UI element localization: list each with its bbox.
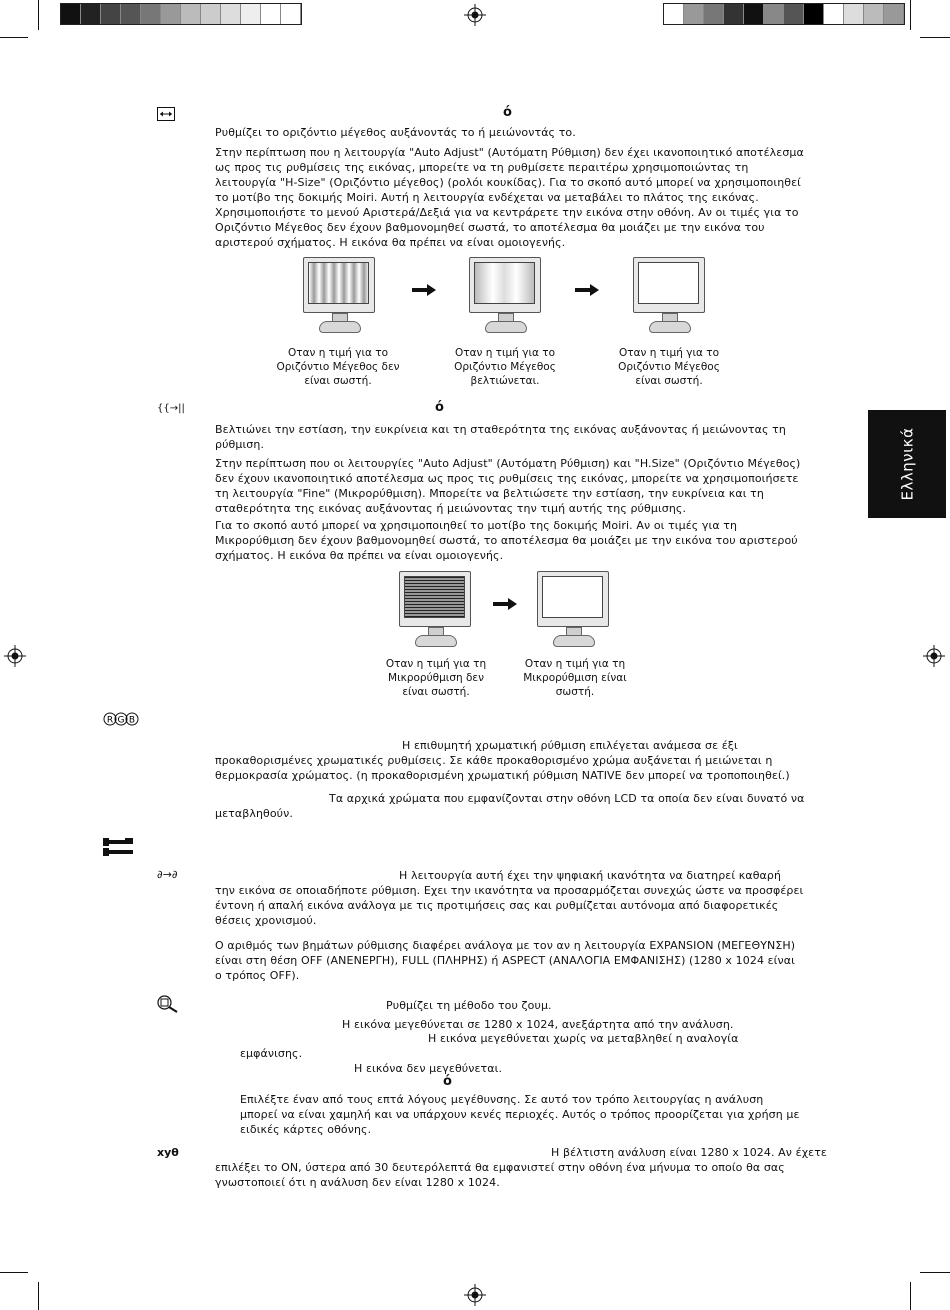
tools-icon xyxy=(103,838,135,858)
arrow-right-icon xyxy=(493,598,517,610)
caption-line: Οταν η τιμή για το xyxy=(618,347,720,359)
crop-mark xyxy=(910,1282,911,1310)
text-line: μπορεί να είναι χαμηλή και να υπάρχουν κενές περιοχές. Αυτός ο τρόπος προορίζεται για χρήση με xyxy=(240,1108,800,1121)
monitor-illustration xyxy=(399,571,471,651)
registration-bar-right xyxy=(663,3,905,25)
language-tab-label: Ελληνικά xyxy=(897,427,916,501)
fine-icon: {{→|| xyxy=(157,403,185,414)
color-description xyxy=(215,753,845,783)
svg-text:B: B xyxy=(128,715,136,726)
figure-caption xyxy=(505,657,645,699)
expansion-intro: Ρυθμίζει τη μέθοδο του ζουμ. xyxy=(386,999,552,1012)
resolution-lead: Η βέλτιστη ανάλυση είναι 1280 x 1024. Αν έχετε xyxy=(551,1146,827,1159)
crop-mark xyxy=(38,0,39,30)
expansion-aspect-cont: εμφάνισης. xyxy=(240,1047,303,1060)
caption-line: Οταν η τιμή για τη xyxy=(385,658,487,670)
registration-crosshair-left xyxy=(4,645,26,667)
caption-line: Μικρορύθμιση δεν xyxy=(388,672,484,684)
expansion-aspect: Η εικόνα μεγεθύνεται χωρίς να μεταβληθεί η αναλογία xyxy=(428,1032,739,1045)
caption-line: είναι σωστή. xyxy=(304,375,372,387)
rgb-icon xyxy=(103,712,139,726)
h-size-icon xyxy=(157,107,175,121)
fine-details xyxy=(215,456,845,516)
text-line: σταθερότητα της εικόνας αυξάνοντας ή μειώνοντας την τιμή αυτής της ρύθμισης. xyxy=(215,502,687,515)
hsize-details xyxy=(215,145,845,250)
caption-line: Οταν η τιμή για τη xyxy=(524,658,626,670)
caption-line: Οριζόντιο Μέγεθος xyxy=(454,361,556,373)
sharpness-description-lead: Η λειτουργία αυτή έχει την ψηφιακή ικανότητα να διατηρεί καθαρή xyxy=(399,869,782,882)
native-description-lead: Τα αρχικά χρώματα που εμφανίζονται στην οθόνη LCD τα οποία δεν είναι δυνατό να xyxy=(329,792,805,805)
monitor-illustration xyxy=(303,257,375,337)
crop-mark xyxy=(920,37,950,38)
expansion-custom xyxy=(240,1092,845,1137)
expansion-full: Η εικόνα μεγεθύνεται σε 1280 x 1024, ανεξάρτητα από την ανάλυση. xyxy=(342,1018,734,1031)
text-line: Μικρορύθμιση δεν έχουν βαθμονομηθεί σωστά, το αποτέλεσμα θα μοιάζει με την εικόνα του αριστερού xyxy=(215,534,798,547)
registration-crosshair-top xyxy=(464,4,486,26)
text-line: Βελτιώνει την εστίαση, την ευκρίνεια και τη σταθερότητα της εικόνας αυξάνοντας ή μειώνοντας τη xyxy=(215,423,786,436)
resolution-notifier-icon: xyθ xyxy=(157,1146,179,1159)
caption-line: Οριζόντιο Μέγεθος xyxy=(618,361,720,373)
section-title-mark: ό xyxy=(443,1074,452,1089)
text-line: ως προς τις ρυθμίσεις της εικόνας, μπορείτε να τη ρυθμίσετε περαιτέρω χρησιμοποιώντας τη xyxy=(215,161,749,174)
crop-mark xyxy=(38,1282,39,1310)
text-line: Ο αριθμός των βημάτων ρύθμισης διαφέρει ανάλογα με τον αν η λειτουργία EXPANSION (ΜΕΓΕΘΥΝΣΗ) xyxy=(215,939,796,952)
text-line: γνωστοποιεί ότι η ανάλυση δεν είναι 1280 x 1024. xyxy=(215,1176,500,1189)
figure-caption xyxy=(435,346,575,388)
figure-caption xyxy=(366,657,506,699)
language-tab xyxy=(868,410,946,518)
text-line: τη λειτουργία "Fine" (Μικρορύθμιση). Μπορείτε να βελτιώσετε την εστίαση, την ευκρίνεια και τη xyxy=(215,487,764,500)
text-line: επιλέξει το ON, ύστερα από 30 δευτερόλεπτά θα εμφανιστεί στην οθόνη ένα μήνυμα το οποίο θα σας xyxy=(215,1161,785,1174)
fine-description xyxy=(215,422,845,452)
text-line: Οριζόντιο Μέγεθος δεν έχουν βαθμονομηθεί σωστά, το αποτέλεσμα θα μοιάζει με την εικόνα του xyxy=(215,221,765,234)
resolution-description xyxy=(215,1160,845,1190)
text-line: θερμοκρασία χρώματος. (η προκαθορισμένη χρωματική ρύθμιση NATIVE δεν μπορεί να τροποποιηθεί.) xyxy=(215,769,790,782)
text-line: δεν έχουν ικανοποιητικό αποτέλεσμα ως προς τις ρυθμίσεις της εικόνας, μπορείτε να χρησιμοποιήσετε xyxy=(215,472,799,485)
arrow-right-icon xyxy=(412,284,436,296)
color-description-lead: Η επιθυμητή χρωματική ρύθμιση επιλέγεται ανάμεσα σε έξι xyxy=(402,739,738,752)
crop-mark xyxy=(0,1272,28,1273)
text-line: λειτουργία "H-Size" (Οριζόντιο μέγεθος) (ρολόι κουκίδας). Για το σκοπό αυτό μπορεί να χρησιμοποιηθεί xyxy=(215,176,801,189)
caption-line: είναι σωστή. xyxy=(635,375,703,387)
crop-mark xyxy=(910,0,911,30)
caption-line: Οταν η τιμή για το xyxy=(454,347,556,359)
monitor-illustration xyxy=(469,257,541,337)
arrow-right-icon xyxy=(575,284,599,296)
text-line: Στην περίπτωση που η λειτουργία "Auto Adjust" (Αυτόματη Ρύθμιση) δεν έχει ικανοποιητικό αποτέλεσμα xyxy=(215,146,804,159)
caption-line: βελτιώνεται. xyxy=(470,375,540,387)
text-line: έντονη ή απαλή εικόνα ανάλογα με τις προτιμήσεις σας και ρυθμίζεται αυτόνομα από διαφορετικές xyxy=(215,899,779,912)
crop-mark xyxy=(0,37,28,38)
caption-line: Οταν η τιμή για το xyxy=(287,347,389,359)
registration-crosshair-bottom xyxy=(464,1284,486,1306)
sharpness-steps xyxy=(215,938,845,983)
sharpness-icon: ∂→∂ xyxy=(157,868,178,881)
monitor-illustration xyxy=(633,257,705,337)
expansion-off: Η εικόνα δεν μεγεθύνεται. xyxy=(354,1062,503,1075)
monitor-illustration xyxy=(537,571,609,651)
native-description: μεταβληθούν. xyxy=(215,807,293,820)
registration-bar-left xyxy=(60,3,302,25)
section-title-mark: ό xyxy=(435,400,444,415)
caption-line: είναι σωστή. xyxy=(402,686,470,698)
text-line: θέσεις χρονισμού. xyxy=(215,914,317,927)
zoom-icon xyxy=(157,995,179,1013)
svg-text:G: G xyxy=(117,715,125,726)
svg-text:R: R xyxy=(106,715,114,726)
text-line: ρύθμιση. xyxy=(215,438,265,451)
hsize-description: Ρυθμίζει το οριζόντιο μέγεθος αυξάνοντάς το ή μειώνοντάς το. xyxy=(215,126,576,139)
caption-line: Οριζόντιο Μέγεθος δεν xyxy=(276,361,400,373)
text-line: σχήματος. Η εικόνα θα πρέπει να είναι ομοιογενής. xyxy=(215,549,504,562)
text-line: την εικόνα σε οποιαδήποτε ρύθμιση. Εχει την ικανότητα να προσαρμόζεται συνεχώς ώστε να προσφέρει xyxy=(215,884,804,897)
crop-mark xyxy=(920,1272,950,1273)
figure-caption xyxy=(599,346,739,388)
text-line: Για το σκοπό αυτό μπορεί να χρησιμοποιηθεί το μοτίβο της δοκιμής Moiri. Αν οι τιμές για τη xyxy=(215,519,738,532)
sharpness-description xyxy=(215,883,845,928)
text-line: το μοτίβο της δοκιμής Moiri. Αυτή η λειτουργία ενδέχεται να μεταβάλει το πλάτος της εικόνας. xyxy=(215,191,759,204)
fine-moire-note xyxy=(215,518,845,563)
figure-caption xyxy=(268,346,408,388)
text-line: προκαθορισμένες χρωματικές ρυθμίσεις. Σε κάθε προκαθορισμένο χρώμα αυξάνεται ή μειώνεται η xyxy=(215,754,773,767)
text-line: Στην περίπτωση που οι λειτουργίες "Auto Adjust" (Αυτόματη Ρύθμιση) και "H.Size" (Οριζόντιο Μέγεθος) xyxy=(215,457,801,470)
text-line: ο τρόπος OFF). xyxy=(215,969,300,982)
registration-crosshair-right xyxy=(923,645,945,667)
text-line: Χρησιμοποιήστε το μενού Αριστερά/Δεξιά για να κεντράρετε την εικόνα στην οθόνη. Αν οι τιμές για το xyxy=(215,206,799,219)
text-line: αριστερού σχήματος. Η εικόνα θα πρέπει να είναι ομοιογενής. xyxy=(215,236,566,249)
text-line: ειδικές κάρτες οθόνης. xyxy=(240,1123,372,1136)
section-title-mark: ό xyxy=(503,105,512,120)
text-line: είναι στη θέση OFF (ΑΝΕΝΕΡΓΗ), FULL (ΠΛΗΡΗΣ) ή ASPECT (ΑΝΑΛΟΓΙΑ ΕΜΦΑΝΙΣΗΣ) (1280 x 1024 είναι xyxy=(215,954,795,967)
text-line: Επιλέξτε έναν από τους επτά λόγους μεγέθυνσης. Σε αυτό τον τρόπο λειτουργίας η ανάλυση xyxy=(240,1093,764,1106)
caption-line: Μικρορύθμιση είναι xyxy=(523,672,627,684)
caption-line: σωστή. xyxy=(555,686,595,698)
